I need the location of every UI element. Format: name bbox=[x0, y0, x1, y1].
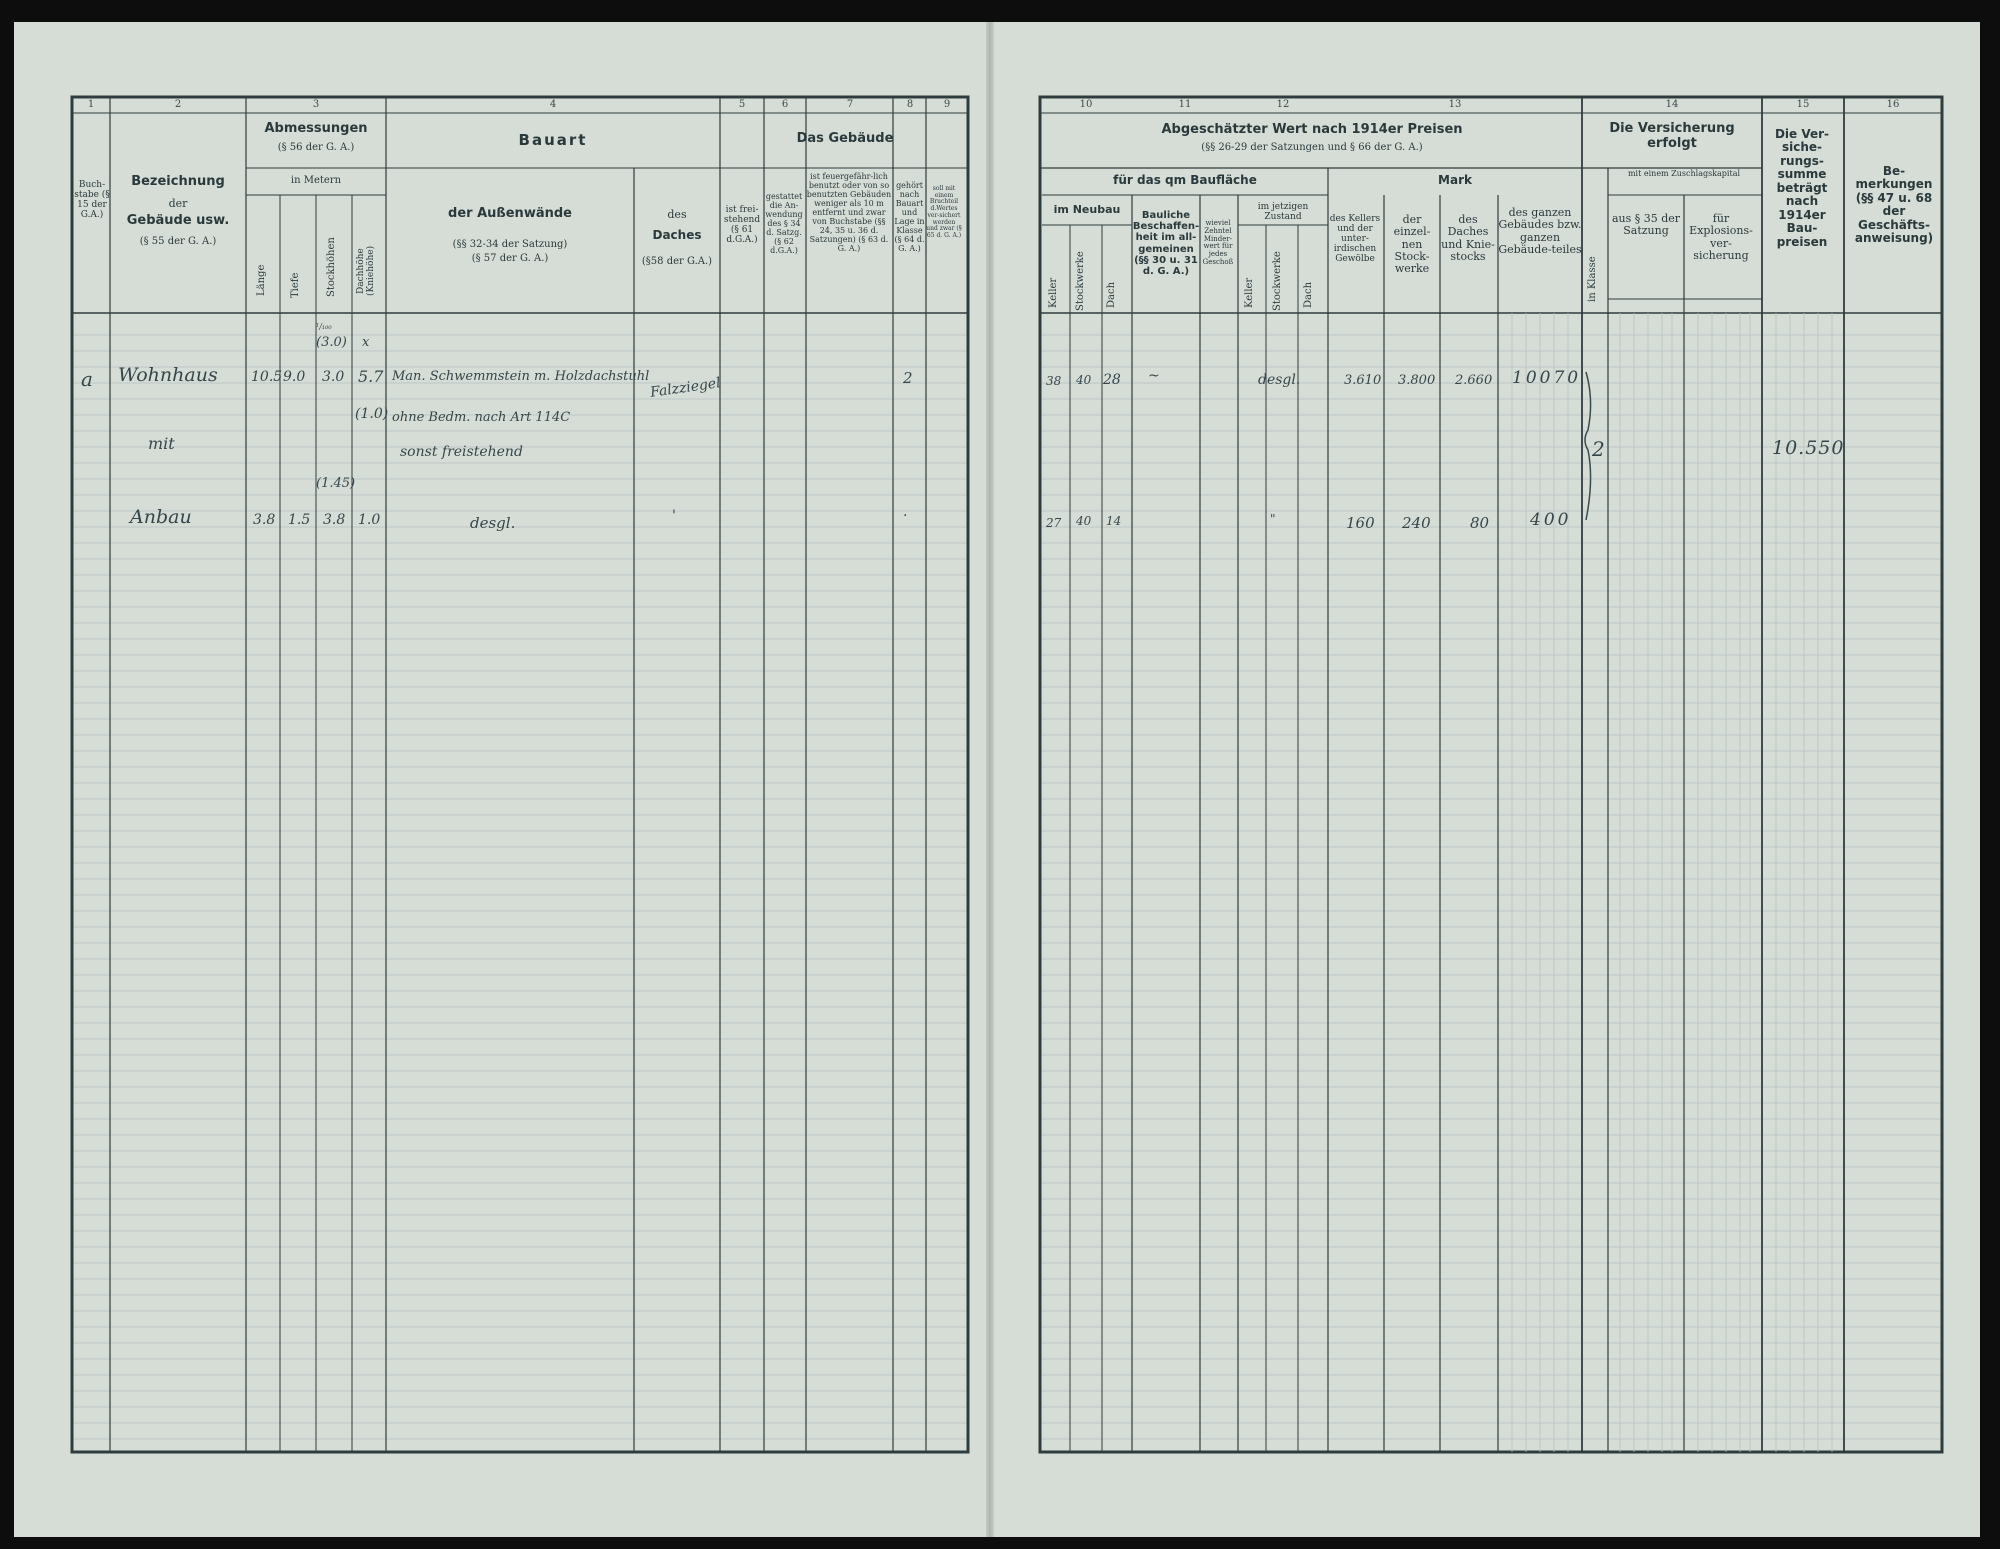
abmessungen-title: Abmessungen bbox=[264, 121, 368, 136]
row1-waende: Man. Schwemmstein m. Holzdachstuhl bbox=[392, 369, 650, 384]
bezeichnung-ref: (§ 55 der G. A.) bbox=[139, 236, 217, 247]
das-gebaeude-title: Das Gebäude bbox=[796, 131, 894, 146]
row0-above-stock: (3.0) bbox=[316, 335, 347, 350]
column-number: 13 bbox=[1448, 99, 1462, 110]
bauart-title: Bauart bbox=[518, 131, 588, 149]
gehoert-header: gehört nach Bauart und Lage in Klasse (§ 64 d. G. A.) bbox=[894, 181, 925, 253]
row5-klasse: · bbox=[903, 508, 908, 524]
r-row2-ganzen: 400 bbox=[1530, 510, 1572, 530]
row5-waende: desgl. bbox=[470, 514, 516, 532]
daches-ref: (§58 der G.A.) bbox=[641, 256, 713, 267]
row5-tiefe: 1.5 bbox=[288, 512, 311, 528]
aussenwaende-title: der Außenwände bbox=[448, 206, 572, 221]
abmessungen-ref: (§ 56 der G. A.) bbox=[277, 142, 355, 153]
r-row1-klasse: 2 bbox=[1592, 437, 1605, 461]
in-klasse-header: in Klasse bbox=[1587, 256, 1598, 303]
r-row0-kellers: 3.610 bbox=[1344, 373, 1382, 388]
column-number: 10 bbox=[1079, 99, 1093, 110]
r-row2-jz-desgl: " bbox=[1270, 512, 1276, 526]
column-number: 7 bbox=[846, 99, 854, 110]
summe-header: Die Ver-siche-rungs-summe beträgt nach 1914er Bau-preisen bbox=[1774, 127, 1830, 249]
abgeschaetzt-title: Abgeschätzter Wert nach 1914er Preisen bbox=[1161, 122, 1463, 137]
buchstabe-header: Buch-stabe (§ 15 der G.A.) bbox=[74, 180, 110, 221]
wieviel-header: wieviel Zehntel Minder-wert für jedes Geschoß bbox=[1202, 219, 1234, 267]
column-number: 1 bbox=[87, 99, 95, 110]
keller-header: Keller bbox=[1048, 277, 1059, 308]
r-row0-ganzen: 10070 bbox=[1512, 368, 1582, 388]
r-row0-dachknie: 2.660 bbox=[1455, 373, 1493, 388]
column-number: 8 bbox=[906, 99, 914, 110]
bemerkungen-header: Be-merkungen (§§ 47 u. 68 der Geschäfts-anweisung) bbox=[1854, 164, 1934, 246]
r-row0-bauliche: ~ bbox=[1148, 368, 1160, 384]
row4-stock: (1.45) bbox=[316, 476, 356, 491]
row5-dach: 1.0 bbox=[358, 512, 381, 528]
tiefe-header: Tiefe bbox=[290, 272, 301, 298]
bauliche-header: Bauliche Beschaffen-heit im all-gemeinen (§§ 30 u. 31 d. G. A.) bbox=[1132, 210, 1200, 277]
row1-buchstabe: a bbox=[81, 367, 93, 391]
column-number: 6 bbox=[781, 99, 789, 110]
row1-stock: 3.0 bbox=[322, 369, 345, 385]
bezeichnung-gebaeude: Gebäude usw. bbox=[126, 213, 230, 228]
laenge-header: Länge bbox=[256, 264, 267, 296]
row1-klasse: 2 bbox=[903, 369, 913, 387]
stockwerke-m-header: der einzel-nen Stock-werke bbox=[1393, 213, 1431, 276]
column-number: 9 bbox=[943, 99, 951, 110]
mit-zuschlag: mit einem Zuschlagskapital bbox=[1627, 169, 1741, 178]
r-row0-keller: 38 bbox=[1046, 374, 1062, 388]
bezeichnung-title: Bezeichnung bbox=[131, 174, 225, 189]
abgeschaetzt-ref: (§§ 26-29 der Satzungen und § 66 der G. A.) bbox=[1201, 142, 1423, 153]
column-number: 2 bbox=[174, 99, 182, 110]
aus35-header: aus § 35 der Satzung bbox=[1611, 212, 1681, 238]
row1-daches: Falzziegel bbox=[649, 375, 722, 401]
row2-waende: ohne Bedm. nach Art 114C bbox=[392, 410, 571, 425]
row0-above-dach: x bbox=[362, 335, 370, 350]
bruchteil-header: soll mit einem Bruchteil d.Wertes ver-sichert werden und zwar (§ 65 d. G. A.) bbox=[926, 185, 962, 240]
r-row0-stock: 40 bbox=[1076, 373, 1092, 387]
r-row2-keller: 27 bbox=[1046, 516, 1062, 530]
daches-title: Daches bbox=[652, 228, 702, 242]
r-row0-jz-desgl: desgl. bbox=[1258, 372, 1301, 388]
freistehend-header: ist frei-stehend (§ 61 d.G.A.) bbox=[723, 205, 761, 246]
row1-laenge: 10.5 bbox=[251, 369, 283, 385]
column-number: 3 bbox=[312, 99, 320, 110]
gestattet-header: gestattet die An-wendung des § 34 d. Satzg. (§ 62 d.G.A.) bbox=[765, 192, 803, 255]
r-row2-dachknie: 80 bbox=[1470, 514, 1490, 532]
dachhoehe-header: Dachhöhe (Kniehöhe) bbox=[356, 245, 377, 297]
stockwerke-header: Stockwerke bbox=[1075, 251, 1086, 312]
jz-dach-header: Dach bbox=[1303, 281, 1314, 309]
row1-tiefe: 9.0 bbox=[283, 369, 306, 385]
aussenwaende-ref1: (§§ 32-34 der Satzung) bbox=[452, 239, 568, 250]
row0-above-marks: ¹/₁₀₀ bbox=[316, 322, 332, 331]
daches-des: des bbox=[667, 208, 687, 221]
row5-laenge: 3.8 bbox=[253, 512, 276, 528]
column-number: 12 bbox=[1276, 99, 1290, 110]
im-neubau: im Neubau bbox=[1053, 203, 1121, 216]
dach-header: Dach bbox=[1106, 281, 1117, 309]
column-number: 15 bbox=[1796, 99, 1810, 110]
r-row2-kellers: 160 bbox=[1346, 514, 1375, 532]
row3-bezeichnung: mit bbox=[148, 434, 175, 453]
versicherung-title: Die Versicherung erfolgt bbox=[1609, 121, 1735, 151]
column-number: 16 bbox=[1886, 99, 1900, 110]
explosion-header: für Explosions-ver-sicherung bbox=[1689, 212, 1753, 262]
r-row2-dach: 14 bbox=[1106, 514, 1122, 528]
qm-bauflaeche: für das qm Baufläche bbox=[1113, 173, 1257, 187]
kellers-header: des Kellers und der unter-irdischen Gewölbe bbox=[1329, 214, 1381, 265]
row5-bezeichnung: Anbau bbox=[130, 506, 192, 528]
column-number: 4 bbox=[549, 99, 557, 110]
column-number: 11 bbox=[1178, 99, 1192, 110]
row1-dach: 5.7 bbox=[358, 367, 384, 386]
dach-knie-header: des Daches und Knie-stocks bbox=[1441, 213, 1495, 263]
row3-waende: sonst freistehend bbox=[400, 444, 523, 460]
row5-daches: ' bbox=[672, 508, 676, 524]
jz-keller-header: Keller bbox=[1244, 277, 1255, 308]
r-row2-stock: 40 bbox=[1076, 514, 1092, 528]
right-form-frame bbox=[1040, 97, 1942, 1452]
r-row2-stockwerke: 240 bbox=[1402, 514, 1431, 532]
handwritten-brace bbox=[1585, 372, 1591, 520]
row1-bezeichnung: Wohnhaus bbox=[118, 364, 218, 386]
column-number: 14 bbox=[1665, 99, 1679, 110]
aussenwaende-ref2: (§ 57 der G. A.) bbox=[471, 253, 549, 264]
r-row0-stockwerke: 3.800 bbox=[1398, 373, 1436, 388]
ganzen-header: des ganzen Gebäudes bzw. ganzen Gebäude-teiles bbox=[1498, 206, 1582, 256]
r-row0-dach: 28 bbox=[1103, 372, 1121, 388]
column-number: 5 bbox=[738, 99, 746, 110]
feuergefaehrlich-header: ist feuergefähr-lich benutzt oder von so benutzten Gebäuden weniger als 10 m entfernt und zwar von Buchstabe (§§ 24, 35 u. 36 d. Satzungen) (§ 63 d. G. A.) bbox=[806, 172, 892, 253]
in-metern: in Metern bbox=[290, 175, 342, 186]
jz-stockwerke-header: Stockwerke bbox=[1272, 251, 1283, 312]
jetzigen-header: im jetzigen Zustand bbox=[1257, 202, 1309, 223]
mark-header: Mark bbox=[1438, 173, 1472, 187]
row2-dach: (1.0) bbox=[355, 406, 389, 422]
row5-stock: 3.8 bbox=[323, 512, 346, 528]
stockhoehen-header: Stockhöhen bbox=[326, 237, 337, 298]
bezeichnung-der: der bbox=[168, 197, 188, 210]
left-form-frame bbox=[72, 97, 968, 1452]
r-row1-summe: 10.550 bbox=[1772, 437, 1845, 459]
